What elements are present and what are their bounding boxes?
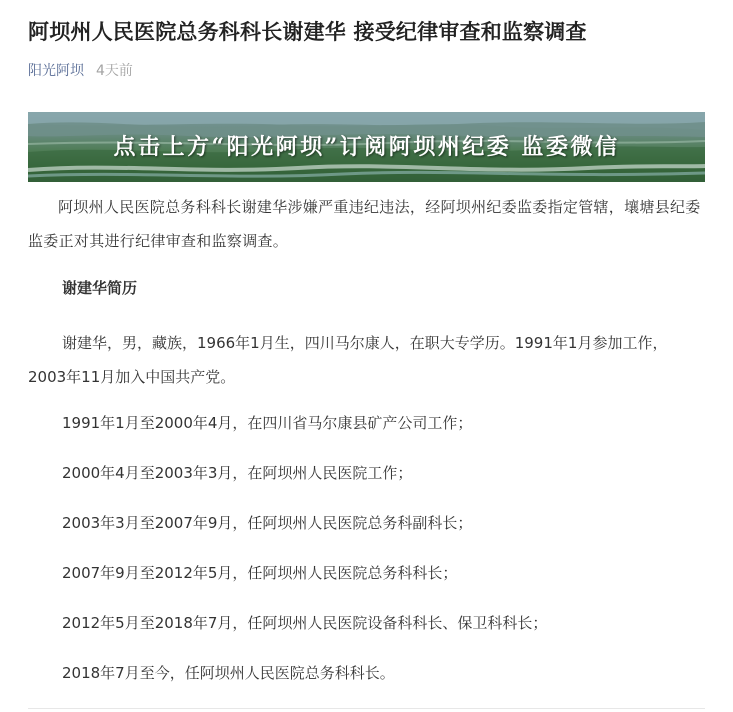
resume-heading: 谢建华简历 xyxy=(62,279,138,297)
article-meta xyxy=(28,58,133,82)
author-link[interactable]: 阳光阿坝 xyxy=(28,63,84,79)
bottom-divider xyxy=(28,708,705,709)
intro-paragraph: 阿坝州人民医院总务科科长谢建华涉嫌严重违纪违法，经阿坝州纪委监委指定管辖，壤塘县纪委监委正对其进行纪律审查和监察调查。 xyxy=(28,198,701,250)
career-list xyxy=(62,411,547,711)
publish-time: 4天前 xyxy=(96,63,133,79)
career-item: 2000年4月至2003年3月，在阿坝州人民医院工作； xyxy=(62,464,413,482)
subscribe-banner[interactable] xyxy=(28,112,705,182)
banner-text: 点击上方“阳光阿坝”订阅阿坝州纪委 监委微信 xyxy=(113,134,620,160)
career-item: 1991年1月至2000年4月，在四川省马尔康县矿产公司工作； xyxy=(62,414,473,432)
profile-paragraph: 谢建华，男，藏族，1966年1月生，四川马尔康人，在职大专学历。1991年1月参加工作，2003年11月加入中国共产党。 xyxy=(28,334,668,386)
career-item: 2018年7月至今，任阿坝州人民医院总务科科长。 xyxy=(62,664,395,682)
article-body xyxy=(28,190,705,682)
article-title: 阿坝州人民医院总务科科长谢建华 接受纪律审查和监察调查 xyxy=(28,20,587,44)
career-item: 2012年5月至2018年7月，任阿坝州人民医院设备科科长、保卫科科长； xyxy=(62,614,548,632)
career-item: 2007年9月至2012年5月，任阿坝州人民医院总务科科长； xyxy=(62,564,458,582)
career-item: 2003年3月至2007年9月，任阿坝州人民医院总务科副科长； xyxy=(62,514,473,532)
